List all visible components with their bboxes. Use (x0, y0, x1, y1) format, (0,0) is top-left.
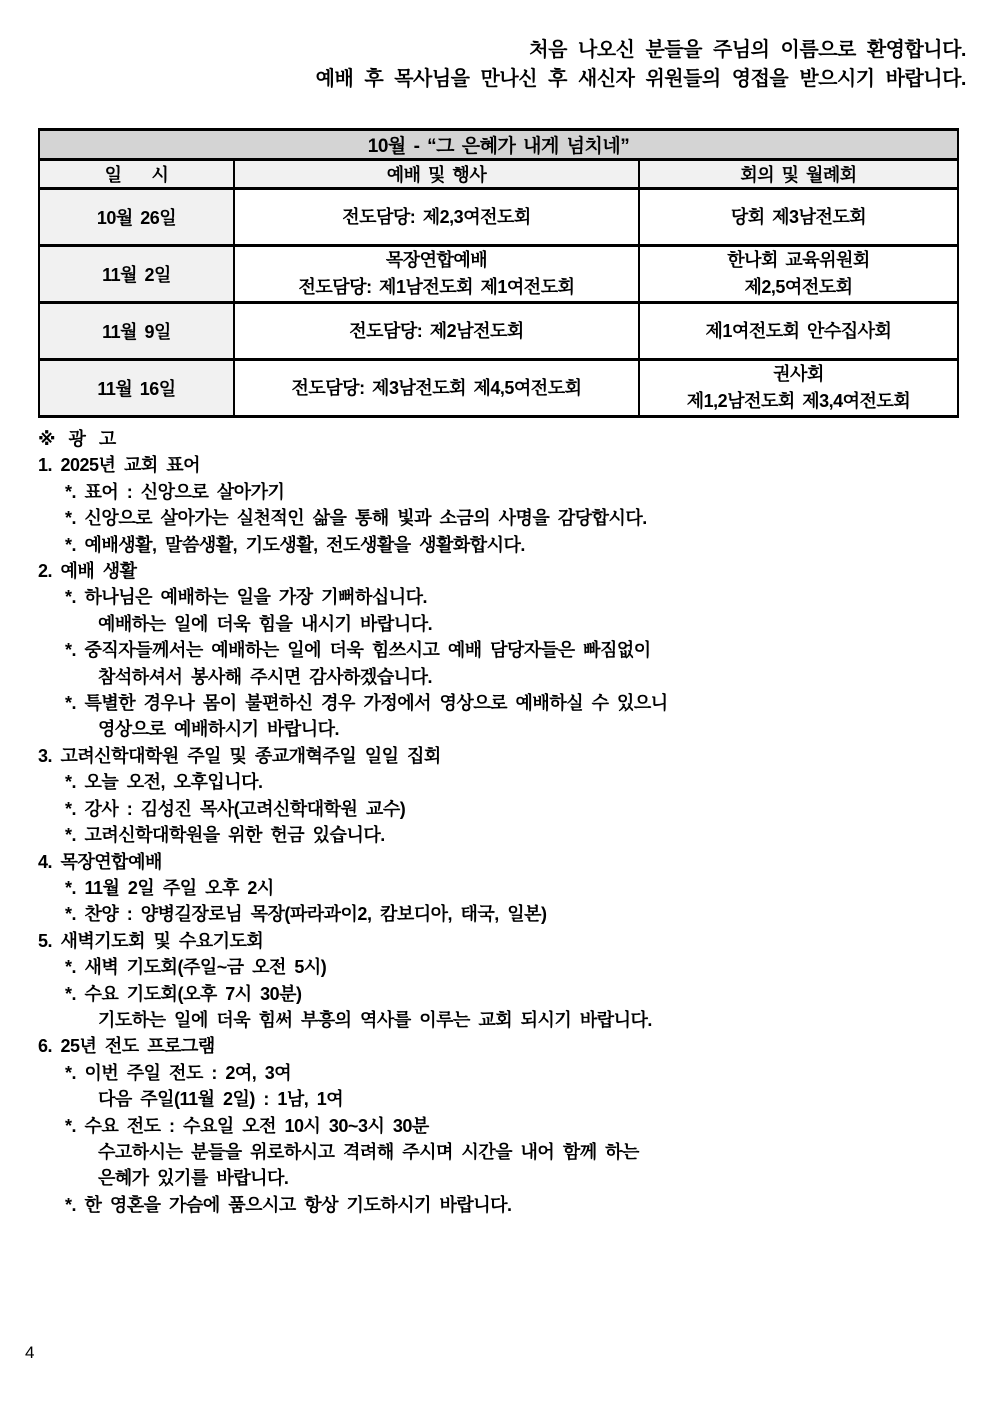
announcements-section (38, 426, 968, 1218)
announcement-line: 2. 예배 생활 (38, 561, 137, 582)
date-cell: 11월 16일 (39, 360, 234, 417)
announcement-line: *. 예배생활, 말씀생활, 기도생활, 전도생활을 생활화합시다. (65, 534, 525, 555)
meeting-cell (639, 246, 958, 303)
announcement-line: 기도하는 일에 더욱 힘써 부흥의 역사를 이루는 교회 되시기 바랍니다. (98, 1009, 652, 1030)
date-cell: 11월 2일 (39, 246, 234, 303)
announcement-line: 예배하는 일에 더욱 힘을 내시기 바랍니다. (98, 613, 433, 634)
date-cell: 10월 26일 (39, 189, 234, 246)
announcement-line: *. 수요 전도 : 수요일 오전 10시 30~3시 30분 (65, 1115, 429, 1136)
worship-line: 전도담당: 제2남전도회 (349, 320, 524, 341)
announcement-line: *. 한 영혼을 가슴에 품으시고 항상 기도하시기 바랍니다. (65, 1194, 512, 1215)
announcement-line: 5. 새벽기도회 및 수요기도회 (38, 930, 264, 951)
announcement-line: *. 수요 기도회(오후 7시 30분) (65, 983, 302, 1004)
page-number: 4 (25, 1343, 35, 1362)
announcement-line: *. 강사 : 김성진 목사(고려신학대학원 교수) (65, 798, 406, 819)
table-row (39, 189, 958, 246)
announcement-line: 수고하시는 분들을 위로하시고 격려해 주시며 시간을 내어 함께 하는 (98, 1141, 639, 1162)
column-header-worship: 예배 및 행사 (234, 160, 639, 189)
meeting-line: 권사회 (773, 364, 824, 384)
announcement-line: *. 이번 주일 전도 : 2여, 3여 (65, 1062, 292, 1083)
announcement-line: *. 하나님은 예배하는 일을 가장 기뻐하십니다. (65, 587, 427, 608)
announcement-line: 참석하셔서 봉사해 주시면 감사하겠습니다. (98, 666, 432, 687)
welcome-line-2: 예배 후 목사님을 만나신 후 새신자 위원들의 영접을 받으시기 바랍니다. (315, 68, 966, 90)
worship-line: 전도담당: 제1남전도회 제1여전도회 (298, 277, 575, 297)
announcement-line: *. 신앙으로 살아가는 실천적인 삶을 통해 빛과 소금의 사명을 감당합시다. (65, 508, 647, 529)
announcement-line: *. 표어 : 신앙으로 살아가기 (65, 481, 285, 502)
announcement-line: *. 중직자들께서는 예배하는 일에 더욱 힘쓰시고 예배 담당자들은 빠짐없이 (65, 640, 651, 661)
worship-line: 전도담당: 제2,3여전도회 (342, 206, 531, 227)
table-row (39, 246, 958, 303)
announcement-line: 1. 2025년 교회 표어 (38, 455, 200, 476)
announcement-line: *. 찬양 : 양병길장로님 목장(파라과이2, 캄보디아, 태국, 일본) (65, 904, 547, 925)
announcement-line: 4. 목장연합예배 (38, 851, 162, 872)
table-row (39, 360, 958, 417)
worship-cell (234, 360, 639, 417)
announcement-line: *. 특별한 경우나 몸이 불편하신 경우 가정에서 영상으로 예배하실 수 있으니 (65, 693, 668, 714)
table-header-row (39, 160, 958, 189)
worship-cell (234, 246, 639, 303)
worship-line: 전도담당: 제3남전도회 제4,5여전도회 (291, 377, 582, 398)
announcement-line: 영상으로 예배하시기 바랍니다. (98, 719, 340, 740)
column-header-meeting: 회의 및 월례회 (639, 160, 958, 189)
announcement-line: *. 새벽 기도회(주일~금 오전 5시) (65, 957, 327, 978)
announcement-line: 6. 25년 전도 프로그램 (38, 1036, 215, 1057)
meeting-line: 당회 제3남전도회 (730, 206, 867, 227)
date-cell: 11월 9일 (39, 303, 234, 360)
announcement-line: 3. 고려신학대학원 주일 및 종교개혁주일 일일 집회 (38, 745, 441, 766)
welcome-line-1: 처음 나오신 분들을 주님의 이름으로 환영합니다. (529, 39, 966, 61)
table-row (39, 303, 958, 360)
announcement-line: *. 고려신학대학원을 위한 헌금 있습니다. (65, 825, 385, 846)
meeting-cell (639, 360, 958, 417)
welcome-message (316, 36, 966, 94)
meeting-line: 한나회 교육위원회 (727, 250, 870, 270)
meeting-cell (639, 189, 958, 246)
announcements-heading: ※ 광 고 (38, 429, 118, 449)
meeting-line: 제1,2남전도회 제3,4여전도회 (686, 391, 911, 411)
worship-cell (234, 303, 639, 360)
announcement-line: 은혜가 있기를 바랍니다. (98, 1168, 289, 1189)
meeting-line: 제2,5여전도회 (744, 277, 853, 297)
column-header-date: 일 시 (39, 160, 234, 189)
announcement-line: *. 11월 2일 주일 오후 2시 (65, 877, 274, 898)
meeting-line: 제1여전도회 안수집사회 (705, 320, 892, 341)
worship-line: 목장연합예배 (385, 250, 488, 270)
announcement-line: *. 오늘 오전, 오후입니다. (65, 772, 263, 793)
announcement-line: 다음 주일(11월 2일) : 1남, 1여 (98, 1089, 344, 1110)
worship-cell (234, 189, 639, 246)
table-title: 10월 - “그 은혜가 내게 넘치네” (39, 130, 958, 160)
table-title-row (39, 130, 958, 160)
monthly-schedule-table (38, 128, 959, 418)
meeting-cell (639, 303, 958, 360)
